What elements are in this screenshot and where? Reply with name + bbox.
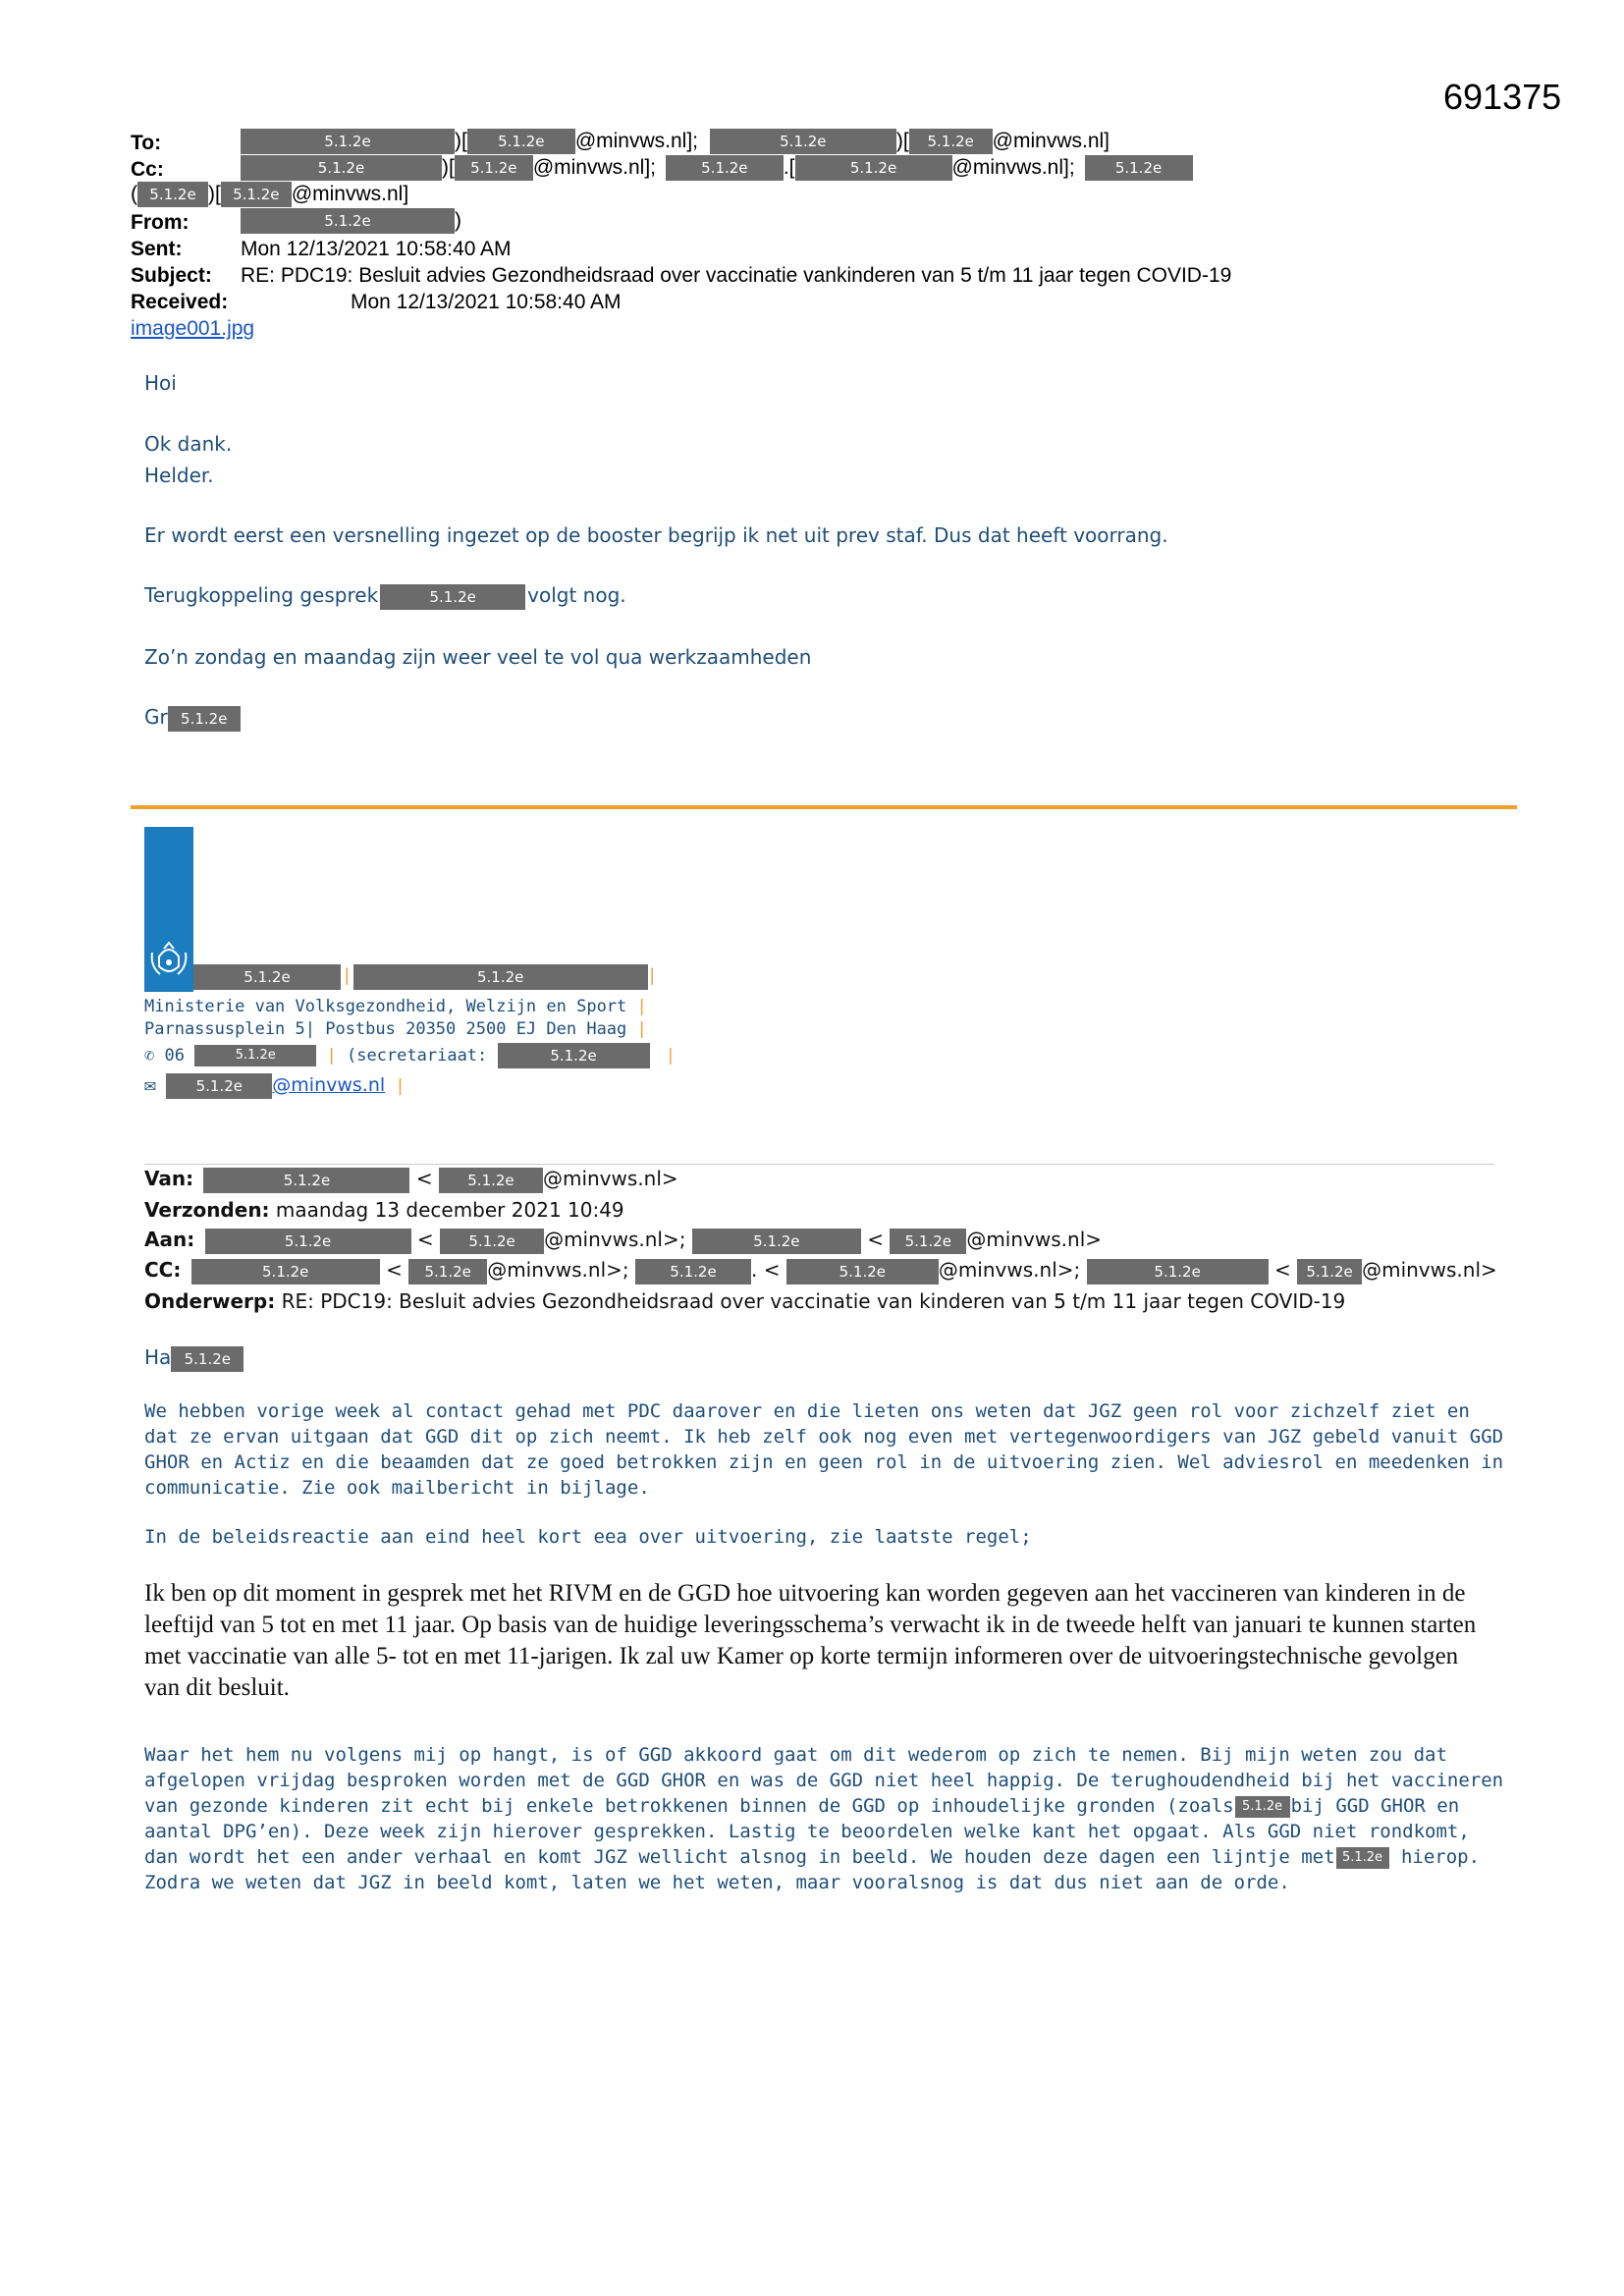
redaction: 5.1.2e (203, 1168, 409, 1193)
redaction: 5.1.2e (353, 964, 648, 990)
orig-paragraph-2: In de beleidsreactie aan eind heel kort eea over uitvoering, zie laatste regel; (144, 1526, 1032, 1548)
cc-label: Cc: (131, 158, 164, 181)
redaction: 5.1.2e (191, 1259, 380, 1285)
redaction: 5.1.2e (137, 182, 208, 207)
cc-label-orig: CC: (144, 1258, 182, 1282)
subject-value: RE: PDC19: Besluit advies Gezondheidsraad over vaccinatie vankinderen van 5 t/m 11 jaar tegen COVID-19 (241, 264, 1232, 287)
signoff-text: Gr (144, 705, 168, 729)
from-label: From: (131, 211, 189, 234)
verzonden-label: Verzonden: (144, 1198, 270, 1222)
sent-label: Sent: (131, 238, 183, 260)
orig-onderwerp-row (144, 1289, 1345, 1313)
redaction: 5.1.2e (1297, 1259, 1362, 1285)
reply-line-2: Helder. (144, 464, 214, 487)
email-domain: @minvws.nl] (291, 183, 409, 205)
email-domain: @minvws.nl]; (574, 130, 698, 152)
sent-value: Mon 12/13/2021 10:58:40 AM (241, 238, 512, 260)
aan-label: Aan: (144, 1228, 195, 1251)
redaction: 5.1.2e (440, 1229, 544, 1254)
redaction: 5.1.2e (171, 1346, 244, 1372)
received-value: Mon 12/13/2021 10:58:40 AM (351, 291, 622, 313)
header-cc-values: 5.1.2e )[ 5.1.2e @minvws.nl]; 5.1.2e .[ 5.1.2e @minvws.nl]; 5.1.2e (241, 154, 1193, 181)
redaction: 5.1.2e (168, 706, 241, 732)
redaction: 5.1.2e (635, 1259, 751, 1285)
ministry-name: Ministerie van Volksgezondheid, Welzijn en Sport (144, 997, 627, 1016)
ministry-logo (144, 827, 193, 992)
coat-of-arms-icon (144, 935, 193, 984)
redaction: 5.1.2e (241, 155, 442, 181)
phone-prefix: 06 (164, 1046, 185, 1066)
subject-label: Subject: (131, 264, 212, 287)
mail-icon: ✉ (144, 1072, 157, 1096)
redaction: 5.1.2e (795, 155, 952, 181)
email-domain: @minvws.nl] (992, 130, 1110, 152)
header-to-values: 5.1.2e )[ 5.1.2e @minvws.nl]; 5.1.2e )[ 5.1.2e @minvws.nl] (241, 128, 1110, 154)
signature-name-row: 5.1.2e | 5.1.2e | (193, 964, 654, 990)
reply-signoff (144, 705, 241, 732)
redaction: 5.1.2e (241, 208, 455, 234)
redaction: 5.1.2e (498, 1043, 650, 1068)
orig-verzonden-row (144, 1198, 624, 1222)
redaction: 5.1.2e (909, 129, 993, 154)
redaction: 5.1.2e (1085, 155, 1193, 181)
onderwerp-label: Onderwerp: (144, 1289, 276, 1313)
attachment-row (131, 315, 254, 342)
email-domain: @minvws.nl> (966, 1228, 1103, 1251)
email-domain: @minvws.nl>; (544, 1228, 686, 1251)
redaction: 5.1.2e (1235, 1796, 1290, 1818)
orig-p3-part-c: hierop. Zodra we weten dat JGZ in beeld komt, laten we het weten, maar vooralsnog is dat dus niet aan de orde. (144, 1846, 1481, 1893)
policy-quote: Ik ben op dit moment in gesprek met het RIVM en de GGD hoe uitvoering kan worden gegeven aan het vaccineren van kinderen in de leeftijd van 5 tot en met 11 jaar. Op basis van de huidige leveringsschema’s verwacht ik in de tweede helft van januari te kunnen starten met vaccinatie van alle 5- tot en met 11-jarigen. Ik zal uw Kamer op korte termijn informeren over de uitvoeringstechnische gevolgen van dit besluit. (144, 1580, 1477, 1701)
email-domain: @minvws.nl>; (487, 1258, 629, 1282)
reply-line-4a: Terugkoppeling gesprek (144, 583, 379, 607)
email-domain: @minvws.nl>; (938, 1258, 1081, 1282)
orig-greeting-text: Ha (144, 1345, 172, 1369)
signature-ministry: Ministerie van Volksgezondheid, Welzijn en Sport | (144, 997, 647, 1016)
redaction: 5.1.2e (1336, 1847, 1389, 1869)
received-label: Received: (131, 291, 229, 313)
signature-phone: ✆ 06 5.1.2e | (secretariaat: 5.1.2e | (144, 1043, 676, 1068)
attachment-link[interactable]: image001.jpg (131, 317, 255, 340)
redaction: 5.1.2e (439, 1168, 543, 1193)
orig-paragraph-1: We hebben vorige week al contact gehad met PDC daarover en die lieten ons weten dat JGZ geen rol voor zichzelf ziet en dat ze ervan uitgaan dat GGD dit op zich neemt. Ik heb zelf ook nog even met vertegenwoordigers van JGZ gebeld vanuit GGD GHOR en Actiz en die beaamden dat ze goed betrokken zijn en geen rol in de uitvoering zien. Wel adviesrol en meedenken in communicatie. Zie ook mailbericht in bijlage. (144, 1400, 1504, 1499)
secretariaat-label: (secretariaat: (346, 1046, 488, 1066)
header-to-row (131, 130, 161, 156)
reply-line-5: Zo’n zondag en maandag zijn weer veel te vol qua werkzaamheden (144, 645, 812, 669)
header-sent-row (131, 236, 183, 262)
orig-p3-part-a: Waar het hem nu volgens mij op hangt, is of GGD akkoord gaat om dit wederom op zich te nemen. Bij mijn weten zou dat afgelopen vrijdag besproken worden met de GGD GHOR en was de GGD niet heel happig. De terughoudendheid bij het vaccineren van gezonde kinderen zit echt bij enkele betrokkenen binnen de GGD op inhoudelijke gronden (zoals (144, 1744, 1504, 1817)
redaction: 5.1.2e (194, 1045, 316, 1066)
orig-aan-row: Aan: 5.1.2e < 5.1.2e @minvws.nl>; 5.1.2e < 5.1.2e @minvws.nl> (144, 1228, 1102, 1254)
signature-email: ✉ 5.1.2e @minvws.nl | (144, 1072, 406, 1099)
redaction: 5.1.2e (786, 1259, 939, 1285)
redaction: 5.1.2e (467, 129, 575, 154)
verzonden-value: maandag 13 december 2021 10:49 (275, 1198, 624, 1222)
redaction: 5.1.2e (205, 1229, 411, 1254)
redaction: 5.1.2e (193, 964, 341, 990)
reply-line-3: Er wordt eerst een versnelling ingezet op de booster begrijp ik net uit prev staf. Dus dat heeft voorrang. (144, 523, 1168, 547)
signature-address: Parnassusplein 5| Postbus 20350 2500 EJ Den Haag | (144, 1019, 647, 1039)
orig-cc-row: CC: 5.1.2e < 5.1.2e @minvws.nl>; 5.1.2e . < 5.1.2e @minvws.nl>; 5.1.2e < 5.1.2e @minvws.nl> (144, 1258, 1497, 1285)
separator (144, 1164, 1494, 1165)
onderwerp-value: RE: PDC19: Besluit advies Gezondheidsraad over vaccinatie van kinderen van 5 t/m 11 jaar tegen COVID-19 (281, 1289, 1346, 1313)
header-received-row (131, 289, 228, 315)
email-domain: @minvws.nl> (1362, 1258, 1497, 1282)
to-label: To: (131, 132, 162, 154)
reply-greeting: Hoi (144, 371, 177, 395)
redaction: 5.1.2e (455, 155, 533, 181)
document-number: 691375 (1443, 77, 1562, 117)
reply-line-1: Ok dank. (144, 432, 233, 456)
reply-line-4b: volgt nog. (527, 583, 626, 607)
redaction: 5.1.2e (890, 1229, 966, 1254)
orig-paragraph-3 (144, 1742, 1509, 1895)
header-from-row (131, 209, 189, 236)
redaction: 5.1.2e (166, 1073, 272, 1099)
redaction: 5.1.2e (380, 584, 525, 610)
email-domain: @minvws.nl> (542, 1167, 678, 1190)
van-label: Van: (144, 1167, 194, 1190)
email-link[interactable]: @minvws.nl (272, 1074, 386, 1096)
email-domain: @minvws.nl]; (532, 156, 656, 179)
phone-icon: ✆ (144, 1046, 155, 1066)
redaction: 5.1.2e (710, 129, 896, 154)
header-subject-row (131, 262, 212, 289)
orig-greeting (144, 1345, 244, 1372)
redaction: 5.1.2e (666, 155, 784, 181)
header-cc-row (131, 156, 164, 183)
header-from-value: 5.1.2e ) (241, 207, 461, 234)
redaction: 5.1.2e (1087, 1259, 1269, 1285)
header-cc-values-2: ( 5.1.2e )[ 5.1.2e @minvws.nl] (131, 181, 408, 207)
orig-p3-part-b: bij GGD GHOR en aantal DPG’en). Deze week zijn hierover gesprekken. Lastig te beoordelen welke kant het opgaat. Als GGD niet rondkomt, dan wordt het een ander verhaal en komt JGZ wellicht alsnog in beeld. We houden deze dagen een lijntje met (144, 1795, 1470, 1868)
redaction: 5.1.2e (408, 1259, 487, 1285)
reply-line-4 (144, 583, 626, 610)
redaction: 5.1.2e (221, 182, 292, 207)
orig-van-row: Van: 5.1.2e < 5.1.2e @minvws.nl> (144, 1167, 678, 1193)
redaction: 5.1.2e (692, 1229, 861, 1254)
divider (131, 805, 1517, 809)
ministry-address: Parnassusplein 5| Postbus 20350 2500 EJ Den Haag (144, 1019, 627, 1039)
redaction: 5.1.2e (241, 129, 455, 154)
email-domain: @minvws.nl]; (951, 156, 1075, 179)
